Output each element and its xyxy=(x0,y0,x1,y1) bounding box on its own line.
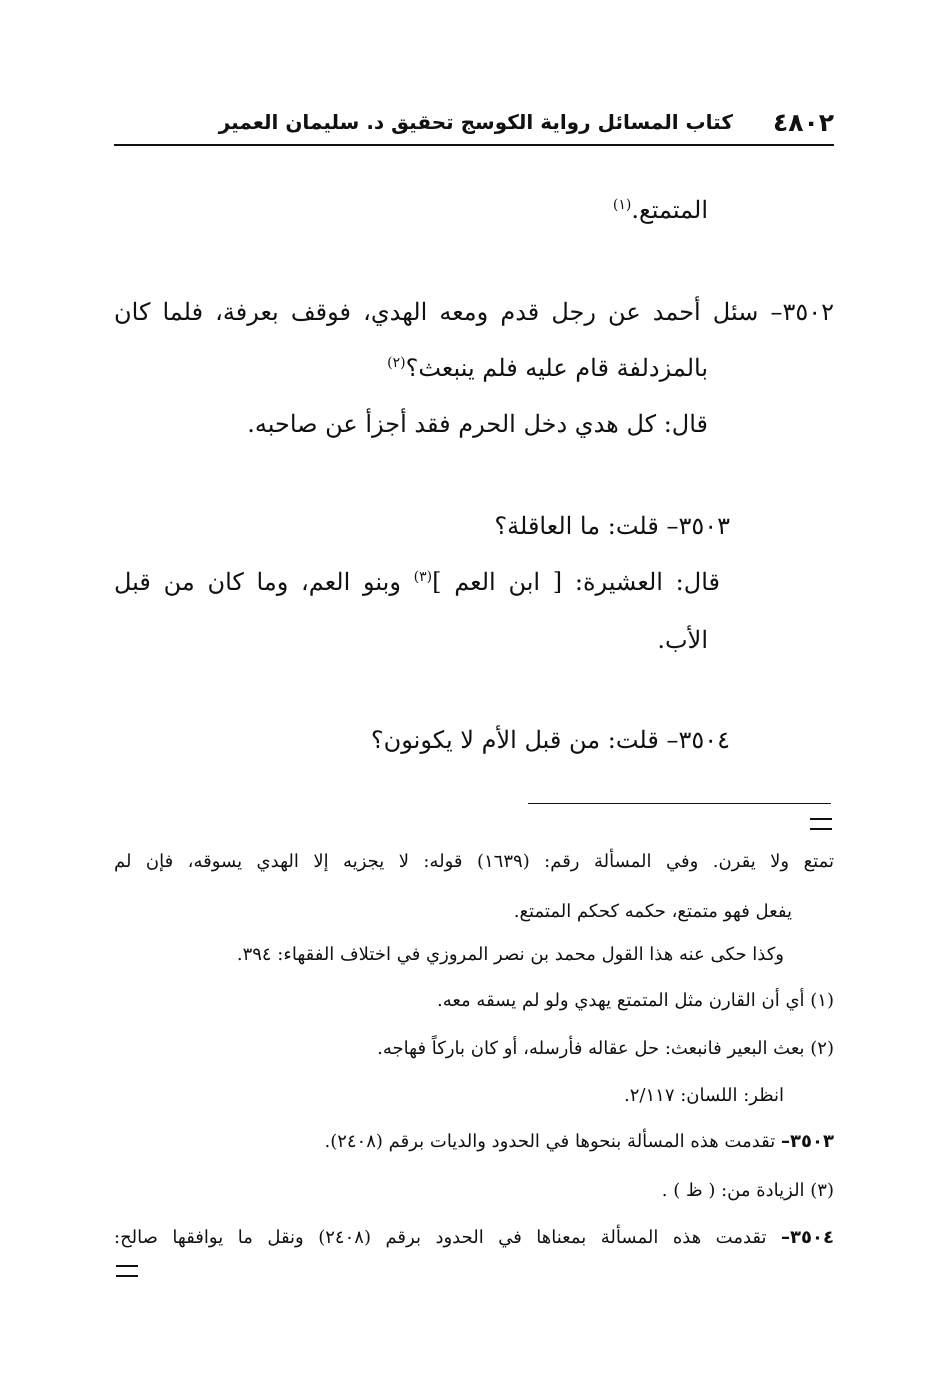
header-rule xyxy=(114,144,834,146)
footnote-separator xyxy=(528,803,831,804)
answer-3502: قال: كل هدي دخل الحرم فقد أجزأ عن صاحبه. xyxy=(247,410,708,438)
continuation-mark xyxy=(116,1265,138,1277)
answer-3503-line1: قال: العشيرة: [ ابن العم ]$^{(٣)}$ وبنو العم، وما كان من قبل xyxy=(114,568,720,596)
note-number: ٣٥٠٣– xyxy=(781,1131,834,1152)
continuation-line: المتمتع.$^{(١)}$ xyxy=(612,196,708,224)
page-header xyxy=(114,98,834,146)
footnote-2-reference: انظر: اللسان: ٢/١١٧. xyxy=(624,1085,784,1106)
answer-3503-line2: الأب. xyxy=(657,626,708,654)
footnote-continued-line3: وكذا حكى عنه هذا القول محمد بن نصر المروزي في اختلاف الفقهاء: ٣٩٤. xyxy=(236,944,784,965)
note-3503: ٣٥٠٣– تقدمت هذه المسألة بنحوها في الحدود والديات برقم (٢٤٠٨). xyxy=(324,1131,834,1152)
question-3503: ٣٥٠٣– قلت: ما العاقلة؟ xyxy=(494,512,730,540)
note-number: ٣٥٠٤– xyxy=(781,1227,834,1248)
running-title: كتاب المسائل رواية الكوسج تحقيق د. سليمان العمير xyxy=(218,110,733,134)
page-number: ٤٨٠٢ xyxy=(772,107,834,137)
question-3502-line1: ٣٥٠٢– سئل أحمد عن رجل قدم ومعه الهدي، فوقف بعرفة، فلما كان xyxy=(114,298,834,326)
footnote-3: (٣) الزيادة من: ( ظ ) . xyxy=(661,1180,834,1201)
footnote-2: (٢) بعث البعير فانبعث: حل عقاله فأرسله، أو كان باركاً فهاجه. xyxy=(377,1038,834,1059)
footnote-continued-line1: تمتع ولا يقرن. وفي المسألة رقم: (١٦٣٩) قوله: لا يجزيه إلا الهدي يسوقه، فإن لم xyxy=(114,851,834,872)
footnote-ref: (١) xyxy=(612,197,632,213)
continuation-mark xyxy=(810,818,832,830)
footnote-ref: (٢) xyxy=(387,355,406,371)
question-number: ٣٥٠٢– xyxy=(770,298,834,326)
question-number: ٣٥٠٤– xyxy=(666,726,730,754)
note-3504: ٣٥٠٤– تقدمت هذه المسألة بمعناها في الحدود برقم (٢٤٠٨) ونقل ما يوافقها صالح: xyxy=(114,1227,834,1248)
footnote-ref: (٣) xyxy=(413,569,433,585)
footnote-continued-line2: يفعل فهو متمتع، حكمه كحكم المتمتع. xyxy=(513,901,792,922)
question-3504: ٣٥٠٤– قلت: من قبل الأم لا يكونون؟ xyxy=(370,726,730,754)
question-3502-line2: بالمزدلفة قام عليه فلم ينبعث؟$^{(٢)}$ xyxy=(387,354,708,382)
footnote-1: (١) أي أن القارن مثل المتمتع يهدي ولو لم يسقه معه. xyxy=(437,990,834,1011)
question-number: ٣٥٠٣– xyxy=(666,512,730,540)
